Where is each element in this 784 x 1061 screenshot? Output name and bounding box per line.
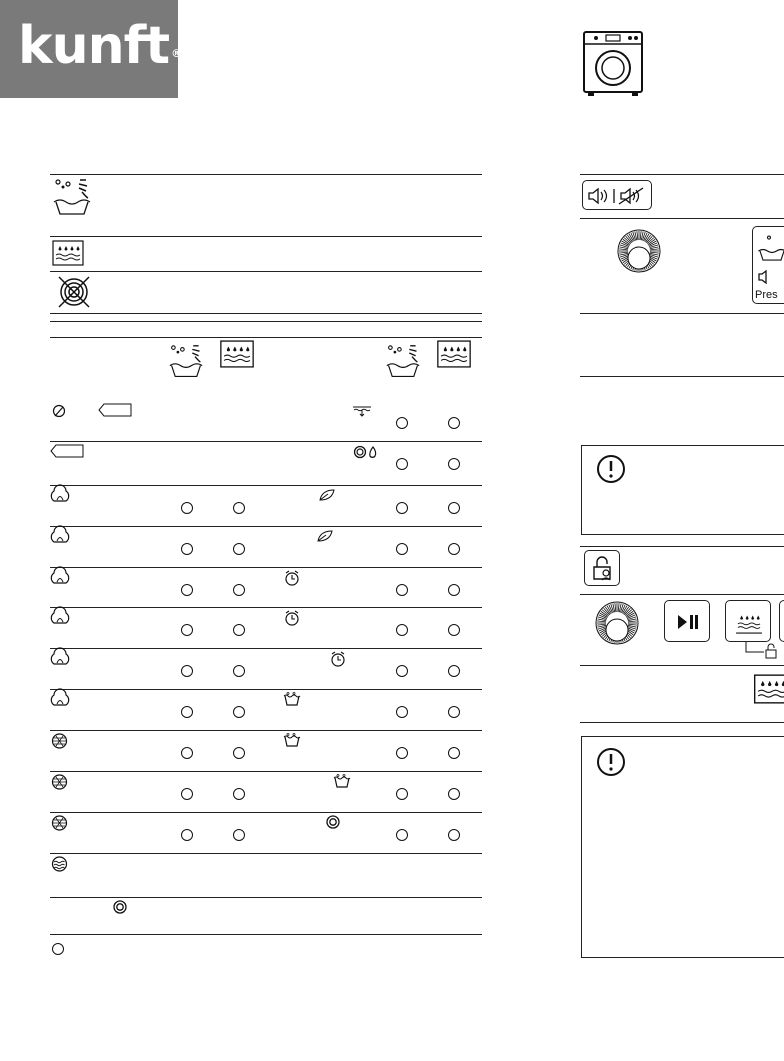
divider <box>580 313 784 314</box>
option-circle <box>181 665 193 677</box>
cotton-icon <box>51 651 69 667</box>
divider <box>50 607 482 608</box>
alarm-clock-icon <box>284 570 300 586</box>
divider <box>50 526 482 527</box>
option-circle <box>233 584 245 596</box>
divider <box>50 337 482 338</box>
option-circle <box>233 747 245 759</box>
washing-machine-icon <box>582 30 644 98</box>
sound-toggle-box <box>582 180 652 210</box>
leaf-icon <box>316 529 334 543</box>
divider <box>50 897 482 898</box>
divider <box>50 853 482 854</box>
option-circle <box>396 458 408 470</box>
water-icon <box>752 674 784 704</box>
option-circle <box>448 502 460 514</box>
option-circle <box>233 665 245 677</box>
divider <box>50 812 482 813</box>
warning-box <box>581 445 784 535</box>
sound-icon <box>757 269 773 285</box>
press-label: Pres <box>755 289 778 301</box>
divider <box>50 485 482 486</box>
temp-badge-frame <box>50 444 84 458</box>
exclamation-icon <box>596 454 626 484</box>
divider <box>50 313 482 314</box>
synthetics-icon <box>51 733 68 749</box>
synthetics-icon <box>51 774 68 790</box>
cotton-icon <box>51 610 69 626</box>
option-circle <box>396 788 408 800</box>
option-circle <box>448 624 460 636</box>
cotton-icon <box>51 692 69 708</box>
option-circle <box>181 788 193 800</box>
press-button-box <box>752 226 784 304</box>
no-spin-icon <box>56 275 92 309</box>
option-circle <box>448 706 460 718</box>
legend-circle <box>52 943 64 955</box>
option-circle <box>396 502 408 514</box>
exclamation-icon <box>596 747 626 777</box>
child-lock-icon <box>591 555 615 583</box>
child-lock-box <box>584 550 620 586</box>
option-circle <box>181 624 193 636</box>
divider <box>50 934 482 935</box>
program-dial-icon <box>594 600 640 646</box>
play-pause-icon <box>676 613 700 631</box>
brand-logo <box>0 0 182 98</box>
temp-badge-frame <box>98 403 132 417</box>
handwash-icon <box>757 233 784 263</box>
divider <box>50 771 482 772</box>
alarm-clock-icon <box>330 651 346 667</box>
divider <box>580 665 784 666</box>
water-button <box>725 600 771 642</box>
lock-bracket <box>742 642 784 664</box>
divider <box>50 567 482 568</box>
divider <box>580 594 784 595</box>
water-icon <box>217 340 257 368</box>
option-circle <box>448 584 460 596</box>
option-circle <box>181 747 193 759</box>
quick-wash-icon <box>333 774 351 788</box>
option-circle <box>181 584 193 596</box>
quick-wash-icon <box>283 692 301 706</box>
option-circle <box>448 829 460 841</box>
synthetics-icon <box>51 815 68 831</box>
divider <box>50 689 482 690</box>
option-circle <box>396 417 408 429</box>
divider <box>50 174 482 175</box>
divider <box>50 321 482 322</box>
option-circle <box>181 706 193 718</box>
warning-box <box>581 736 784 958</box>
option-circle <box>396 747 408 759</box>
sound-on-off-icon <box>587 186 649 206</box>
play-pause-button <box>664 600 710 642</box>
drum-clean-icon <box>51 856 68 872</box>
divider <box>50 730 482 731</box>
divider <box>50 236 482 237</box>
spin-icon <box>113 900 127 914</box>
water-icon <box>52 240 84 266</box>
option-circle <box>396 584 408 596</box>
divider <box>580 376 784 377</box>
cotton-icon <box>51 488 69 504</box>
cotton-icon <box>51 570 69 586</box>
option-circle <box>448 665 460 677</box>
handwash-icon <box>52 178 92 218</box>
option-circle <box>448 417 460 429</box>
divider <box>580 722 784 723</box>
rinse-spin-icon <box>353 445 379 459</box>
spin-icon <box>326 815 340 829</box>
water-icon <box>434 340 474 368</box>
option-circle <box>396 624 408 636</box>
option-circle <box>396 706 408 718</box>
option-circle <box>233 502 245 514</box>
option-circle <box>181 829 193 841</box>
alarm-clock-icon <box>284 610 300 626</box>
option-circle <box>396 543 408 555</box>
leaf-icon <box>318 488 336 502</box>
quick-wash-icon <box>283 733 301 747</box>
divider <box>580 218 784 219</box>
option-circle <box>448 543 460 555</box>
divider <box>50 271 482 272</box>
divider <box>580 174 784 175</box>
handwash-icon <box>383 344 423 380</box>
brand-reg: ® <box>171 47 182 60</box>
option-circle <box>233 829 245 841</box>
option-circle <box>233 788 245 800</box>
divider <box>580 546 784 547</box>
option-circle <box>448 788 460 800</box>
eco-icon <box>52 404 66 418</box>
drain-icon <box>352 403 372 417</box>
option-circle <box>396 829 408 841</box>
option-circle <box>181 502 193 514</box>
option-circle <box>181 543 193 555</box>
option-circle <box>233 624 245 636</box>
handwash-icon <box>166 344 206 380</box>
cotton-icon <box>51 529 69 545</box>
next-button <box>779 600 784 642</box>
option-circle <box>233 706 245 718</box>
divider <box>50 648 482 649</box>
option-circle <box>233 543 245 555</box>
divider <box>50 441 482 442</box>
option-circle <box>396 665 408 677</box>
brand-name: kunft <box>18 16 170 76</box>
option-circle <box>448 747 460 759</box>
option-circle <box>448 458 460 470</box>
water-icon <box>732 610 766 634</box>
program-dial-icon <box>616 228 662 274</box>
